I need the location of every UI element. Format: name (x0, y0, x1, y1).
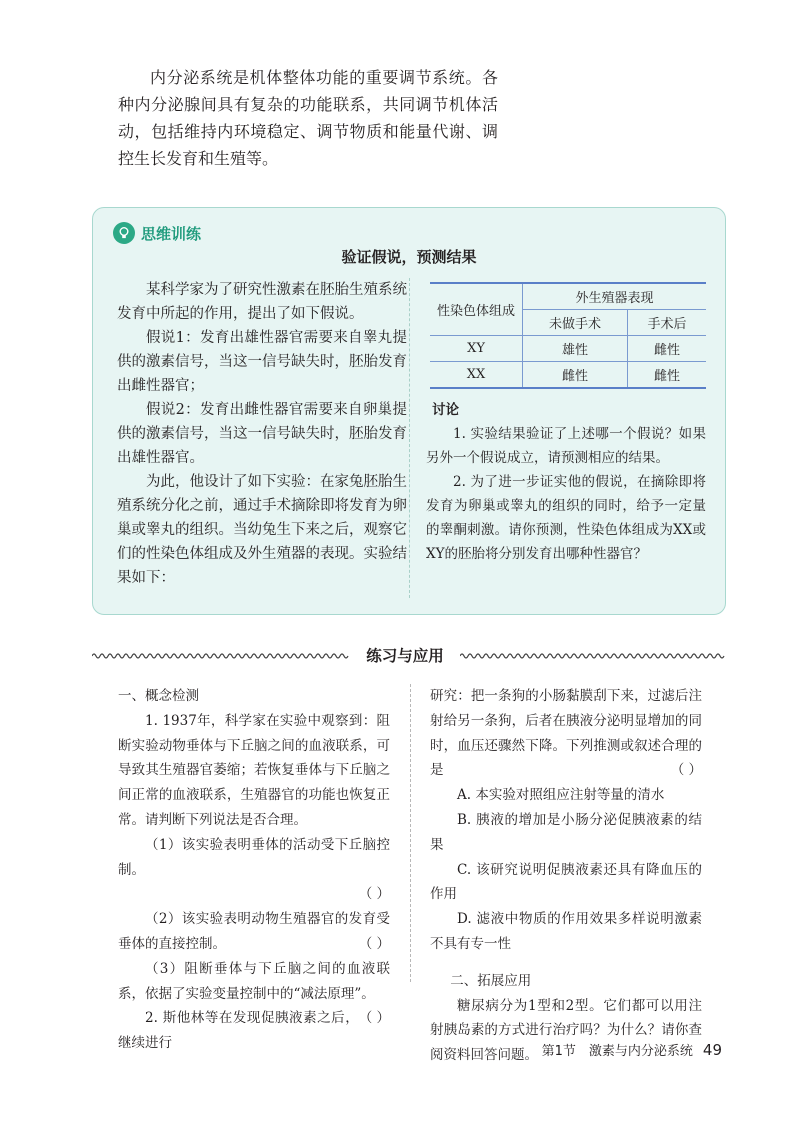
wave-divider-right (460, 648, 726, 664)
box-label-text: 思维训练 (141, 224, 202, 243)
group-header: 外生殖器表现 (523, 283, 707, 310)
page-number: 49 (702, 1041, 722, 1059)
results-table (430, 282, 706, 389)
statement-2 (118, 907, 390, 957)
option-d: D. 滤液中物质的作用效果多样说明激素不具有专一性 (430, 911, 702, 952)
no-op-cell: 雄性 (523, 336, 628, 362)
lightbulb-icon (113, 222, 135, 244)
box-label (113, 222, 201, 244)
discussion-title: 讨论 (432, 402, 459, 418)
box-paragraph: 假说2：发育出雌性器官需要来自卵巢提供的激素信号，当这一信号缺失时，胚胎发育出雄性器官。 (117, 402, 407, 466)
heading-extension: 二、拓展应用 (450, 972, 532, 989)
box-body (117, 278, 407, 590)
answer-paren: （ ） (358, 1010, 390, 1027)
chromosome-cell: XX (430, 362, 523, 389)
op-cell: 雌性 (628, 362, 706, 389)
no-op-cell: 雌性 (523, 362, 628, 389)
statement-3 (118, 957, 390, 1027)
answer-paren: （ ） (358, 886, 390, 903)
col-header-op: 手术后 (628, 310, 706, 336)
page-footer (542, 1040, 722, 1059)
answer-paren: （ ） (358, 935, 390, 952)
column-divider (410, 684, 411, 982)
question-3: 糖尿病分为1型和2型。它们都可以用注射胰岛素的方式进行治疗吗？为什么？请你查阅资料回答问题。 (430, 997, 702, 1064)
op-cell: 雌性 (628, 336, 706, 362)
box-title: 验证假说，预测结果 (341, 248, 477, 266)
intro-paragraph: 内分泌系统是机体整体功能的重要调节系统。各种内分泌腺间具有复杂的功能联系，共同调节机体活动，包括维持内环境稳定、调节物质和能量代谢、调控生长发育和生殖等。 (118, 68, 498, 168)
option-b: B. 胰液的增加是小肠分泌促胰液素的结果 (430, 811, 702, 853)
discussion (426, 398, 706, 566)
exercise-right-column (430, 684, 702, 1068)
wave-divider-left (92, 648, 350, 664)
thinking-training-box (92, 207, 726, 615)
row-header: 性染色体组成 (430, 283, 523, 336)
discussion-question: 1. 实验结果验证了上述哪一个假说？如果另外一个假说成立，请预测相应的结果。 (426, 426, 706, 466)
question-2: 2. 斯他林等在发现促胰液素之后，继续进行 (118, 1010, 359, 1052)
question-1: 1. 1937年，科学家在实验中观察到：阻断实验动物垂体与下丘脑之间的血液联系，可导致其生殖器官萎缩；若恢复垂体与下丘脑之间正常的血液联系，生殖器官的功能也恢复正常。请判断下列说法是否合理。 (118, 712, 390, 828)
intro-text (118, 64, 498, 172)
exercise-left-column (118, 684, 390, 1056)
table-row (430, 336, 706, 362)
box-paragraph: 某科学家为了研究性激素在胚胎生殖系统发育中所起的作用，提出了如下假说。 (117, 282, 407, 322)
statement-1 (118, 833, 390, 907)
col-header-no-op: 未做手术 (523, 310, 628, 336)
statement-3-text: （3）阻断垂体与下丘脑之间的血液联系，依据了实验变量控制中的“减法原理”。 (118, 960, 390, 1002)
chromosome-cell: XY (430, 336, 523, 362)
box-divider (409, 278, 410, 598)
statement-1-text: （1）该实验表明垂体的活动受下丘脑控制。 (118, 836, 390, 878)
footer-section: 第1节 激素与内分泌系统 (541, 1044, 693, 1059)
question-2-text: 研究：把一条狗的小肠黏膜刮下来，过滤后注射给另一条狗，后者在胰液分泌明显增加的同时，血压还骤然下降。下列推测或叙述合理的是 (430, 688, 702, 779)
section-title: 练习与应用 (366, 647, 444, 665)
table-row (430, 362, 706, 389)
spacer (430, 957, 702, 969)
box-paragraph: 假说1：发育出雄性器官需要来自睾丸提供的激素信号，当这一信号缺失时，胚胎发育出雌性器官； (117, 330, 407, 394)
heading-concept-check: 一、概念检测 (118, 688, 199, 704)
option-a: A. 本实验对照组应注射等量的清水 (457, 787, 665, 804)
box-paragraph: 为此，他设计了如下实验：在家兔胚胎生殖系统分化之前，通过手术摘除即将发育为卵巢或睾丸的组织。当幼兔生下来之后，观察它们的性染色体组成及外生殖器的表现。实验结果如下： (117, 474, 407, 586)
question-2-continued (430, 684, 702, 783)
option-c: C. 该研究说明促胰液素还具有降血压的作用 (430, 861, 702, 903)
answer-paren: （ ） (670, 762, 702, 779)
discussion-question: 2. 为了进一步证实他的假说，在摘除即将发育为卵巢或睾丸的组织的同时，给予一定量的睾酮刺激。请你预测，性染色体组成为XX或XY的胚胎将分别发育出哪种性器官？ (426, 474, 706, 562)
statement-2-text: （2）该实验表明动物生殖器官的发育受垂体的直接控制。 (118, 911, 390, 952)
